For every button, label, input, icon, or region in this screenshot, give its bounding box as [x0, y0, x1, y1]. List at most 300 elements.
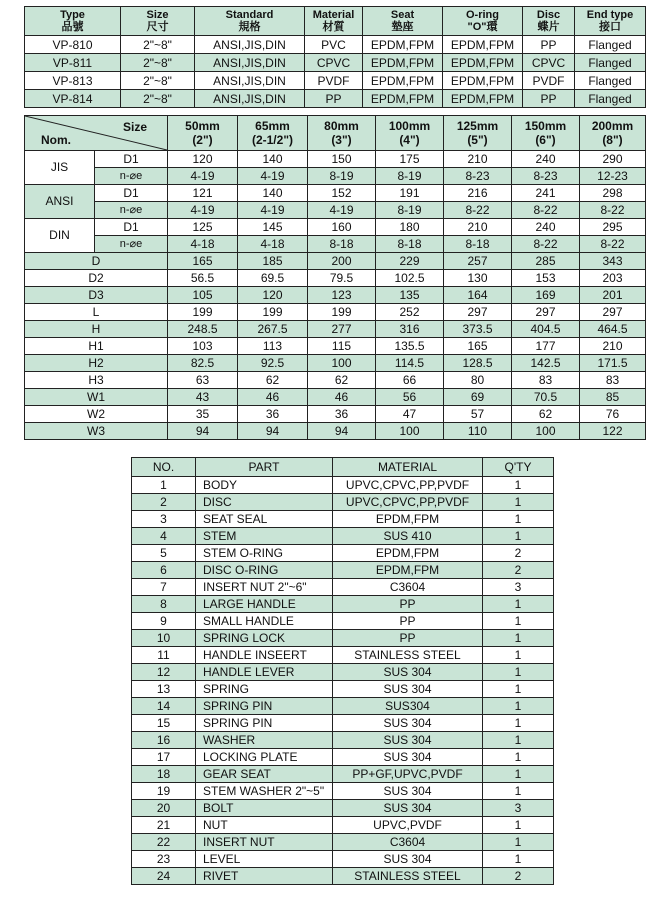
dimension-value: 267.5 [238, 321, 308, 338]
dimension-value: 100 [512, 423, 580, 440]
dimension-value: 295 [580, 219, 646, 236]
dimension-value: 125 [168, 219, 238, 236]
dimension-value: 177 [512, 338, 580, 355]
part-material: EPDM,FPM [333, 511, 483, 528]
part-qty: 2 [483, 545, 554, 562]
dimension-value: 36 [308, 406, 376, 423]
standard-row [25, 236, 646, 253]
header-en: Material [312, 9, 355, 21]
dimension-value: 199 [168, 304, 238, 321]
dimension-value: 100 [376, 423, 444, 440]
dimension-value: 277 [308, 321, 376, 338]
spec-cell: VP-814 [25, 90, 121, 108]
dimension-value: 290 [580, 151, 646, 168]
standard-row-label: n-⌀e [95, 202, 168, 219]
part-row [132, 732, 554, 749]
spec-cell: PP [523, 36, 575, 54]
size-header-cell [580, 116, 646, 151]
part-name: STEM WASHER 2"~5" [196, 783, 333, 800]
part-no: 4 [132, 528, 196, 545]
part-name: INSERT NUT [196, 834, 333, 851]
dimension-value: 240 [512, 151, 580, 168]
dimension-value: 62 [238, 372, 308, 389]
dimension-value: 92.5 [238, 355, 308, 372]
header-zh: 材質 [322, 21, 345, 33]
part-name: LOCKING PLATE [196, 749, 333, 766]
standard-row-label: D1 [95, 151, 168, 168]
spec-cell: PVDF [523, 72, 575, 90]
dimension-row [25, 304, 646, 321]
dimension-row [25, 270, 646, 287]
size-header-cell [308, 116, 376, 151]
part-material: UPVC,CPVC,PP,PVDF [333, 477, 483, 494]
dimension-value: 113 [238, 338, 308, 355]
part-material: SUS 304 [333, 732, 483, 749]
dimension-value: 103 [168, 338, 238, 355]
part-no: 23 [132, 851, 196, 868]
dimension-value: 123 [308, 287, 376, 304]
dimension-value: 241 [512, 185, 580, 202]
part-material: PP [333, 630, 483, 647]
part-name: BODY [196, 477, 333, 494]
dimension-label: W2 [25, 406, 168, 423]
part-row [132, 562, 554, 579]
part-row [132, 630, 554, 647]
standard-name: ANSI [25, 185, 95, 219]
dimension-value: 4-19 [308, 202, 376, 219]
dimension-value: 62 [308, 372, 376, 389]
dimension-value: 66 [376, 372, 444, 389]
dimension-value: 56.5 [168, 270, 238, 287]
dimension-value: 297 [580, 304, 646, 321]
size-nom-corner-cell [25, 116, 168, 151]
spec-cell: 2"~8" [121, 72, 195, 90]
part-row [132, 851, 554, 868]
dimension-value: 285 [512, 253, 580, 270]
dimension-value: 8-19 [376, 202, 444, 219]
part-material: SUS 304 [333, 800, 483, 817]
dimension-value: 94 [308, 423, 376, 440]
spec-header-cell [575, 7, 646, 36]
part-row [132, 681, 554, 698]
header-en: Disc [536, 9, 561, 21]
dimension-value: 8-22 [512, 202, 580, 219]
part-qty: 1 [483, 732, 554, 749]
dimension-row [25, 389, 646, 406]
dimension-value: 201 [580, 287, 646, 304]
part-row [132, 766, 554, 783]
dimension-value: 153 [512, 270, 580, 287]
no-header: NO. [132, 458, 196, 477]
part-row [132, 800, 554, 817]
part-qty: 1 [483, 698, 554, 715]
dimension-value: 140 [238, 151, 308, 168]
part-name: STEM [196, 528, 333, 545]
header-zh: 品號 [61, 21, 84, 33]
part-qty: 1 [483, 851, 554, 868]
standard-row [25, 202, 646, 219]
part-row [132, 664, 554, 681]
spec-header-row [25, 7, 646, 36]
spec-header-cell [443, 7, 523, 36]
part-name: NUT [196, 817, 333, 834]
spec-row [25, 90, 646, 108]
size-mm: 200mm [591, 119, 634, 133]
part-row [132, 698, 554, 715]
part-no: 18 [132, 766, 196, 783]
dimension-value: 297 [512, 304, 580, 321]
part-no: 7 [132, 579, 196, 596]
dimension-value: 185 [238, 253, 308, 270]
part-row [132, 545, 554, 562]
dimension-value: 85 [580, 389, 646, 406]
dimension-value: 316 [376, 321, 444, 338]
part-material: EPDM,FPM [333, 545, 483, 562]
part-name: DISC [196, 494, 333, 511]
part-material: PP [333, 613, 483, 630]
part-name: WASHER [196, 732, 333, 749]
part-no: 22 [132, 834, 196, 851]
dimension-label: H [25, 321, 168, 338]
part-row [132, 494, 554, 511]
dimension-value: 171.5 [580, 355, 646, 372]
dimension-row [25, 287, 646, 304]
dimension-label: H2 [25, 355, 168, 372]
spec-cell: ANSI,JIS,DIN [195, 54, 305, 72]
spec-row [25, 72, 646, 90]
header-en: Standard [225, 9, 274, 21]
dimension-value: 76 [580, 406, 646, 423]
dimension-value: 135 [376, 287, 444, 304]
dimension-value: 130 [444, 270, 512, 287]
spec-cell: EPDM,FPM [363, 72, 443, 90]
part-no: 20 [132, 800, 196, 817]
spec-header-cell [195, 7, 305, 36]
spec-cell: EPDM,FPM [443, 90, 523, 108]
size-mm: 80mm [324, 119, 359, 133]
part-row [132, 647, 554, 664]
part-no: 15 [132, 715, 196, 732]
part-row [132, 715, 554, 732]
dimension-value: 200 [308, 253, 376, 270]
standard-row [25, 219, 646, 236]
size-inch: (8") [602, 133, 623, 147]
part-material: EPDM,FPM [333, 562, 483, 579]
dimension-value: 252 [376, 304, 444, 321]
dimension-value: 4-19 [168, 168, 238, 185]
part-qty: 3 [483, 800, 554, 817]
part-material: SUS 410 [333, 528, 483, 545]
dimension-row [25, 423, 646, 440]
part-qty: 1 [483, 647, 554, 664]
part-material: UPVC,PVDF [333, 817, 483, 834]
part-no: 9 [132, 613, 196, 630]
dimension-label: L [25, 304, 168, 321]
dimension-value: 210 [580, 338, 646, 355]
spec-cell: EPDM,FPM [443, 36, 523, 54]
part-no: 3 [132, 511, 196, 528]
part-name: LEVEL [196, 851, 333, 868]
dimension-value: 298 [580, 185, 646, 202]
dimension-value: 4-19 [238, 202, 308, 219]
part-row [132, 783, 554, 800]
spec-cell: Flanged [575, 90, 646, 108]
dimension-value: 43 [168, 389, 238, 406]
part-name: HANDLE INSEERT [196, 647, 333, 664]
size-header-cell [238, 116, 308, 151]
spec-header-cell [121, 7, 195, 36]
part-row [132, 511, 554, 528]
dimension-row [25, 338, 646, 355]
dimension-value: 36 [238, 406, 308, 423]
header-zh: 規格 [238, 21, 261, 33]
part-no: 2 [132, 494, 196, 511]
size-header-cell [512, 116, 580, 151]
dimension-value: 169 [512, 287, 580, 304]
spec-cell: EPDM,FPM [363, 36, 443, 54]
dimension-value: 4-18 [168, 236, 238, 253]
part-no: 5 [132, 545, 196, 562]
size-inch: (2") [192, 133, 213, 147]
spec-cell: Flanged [575, 36, 646, 54]
dimension-value: 142.5 [512, 355, 580, 372]
dimension-label: W3 [25, 423, 168, 440]
spec-cell: CPVC [305, 54, 363, 72]
dimension-value: 94 [168, 423, 238, 440]
spec-cell: 2"~8" [121, 90, 195, 108]
dimension-value: 404.5 [512, 321, 580, 338]
dimension-value: 8-19 [376, 168, 444, 185]
part-name: RIVET [196, 868, 333, 885]
dimension-value: 152 [308, 185, 376, 202]
dimension-row [25, 321, 646, 338]
spec-cell: VP-811 [25, 54, 121, 72]
header-en: Type [60, 9, 85, 21]
dimension-value: 100 [308, 355, 376, 372]
part-qty: 1 [483, 817, 554, 834]
part-no: 19 [132, 783, 196, 800]
spec-cell: ANSI,JIS,DIN [195, 72, 305, 90]
dimension-value: 165 [168, 253, 238, 270]
standard-name: JIS [25, 151, 95, 185]
spec-cell: EPDM,FPM [363, 90, 443, 108]
spec-cell: ANSI,JIS,DIN [195, 90, 305, 108]
header-zh: 接口 [599, 21, 621, 33]
part-name: INSERT NUT 2"~6" [196, 579, 333, 596]
part-material: UPVC,CPVC,PP,PVDF [333, 494, 483, 511]
dimension-value: 47 [376, 406, 444, 423]
dimension-value: 140 [238, 185, 308, 202]
part-no: 16 [132, 732, 196, 749]
part-material: PP [333, 596, 483, 613]
dimension-value: 240 [512, 219, 580, 236]
part-row [132, 579, 554, 596]
part-qty: 1 [483, 613, 554, 630]
dimension-value: 175 [376, 151, 444, 168]
dimension-value: 160 [308, 219, 376, 236]
product-spec-table [24, 6, 646, 108]
dimension-value: 105 [168, 287, 238, 304]
part-qty: 1 [483, 715, 554, 732]
part-name: SEAT SEAL [196, 511, 333, 528]
spec-cell: 2"~8" [121, 36, 195, 54]
dimension-value: 70.5 [512, 389, 580, 406]
spec-cell: PVC [305, 36, 363, 54]
spec-header-cell [363, 7, 443, 36]
dimension-row [25, 355, 646, 372]
part-name: SPRING [196, 681, 333, 698]
size-mm: 100mm [388, 119, 431, 133]
part-material: PP+GF,UPVC,PVDF [333, 766, 483, 783]
dimension-value: 180 [376, 219, 444, 236]
part-no: 11 [132, 647, 196, 664]
dimension-value: 110 [444, 423, 512, 440]
part-qty: 1 [483, 834, 554, 851]
part-material: SUS 304 [333, 851, 483, 868]
dimension-value: 122 [580, 423, 646, 440]
dimension-label: W1 [25, 389, 168, 406]
size-mm: 65mm [255, 119, 290, 133]
dimension-row [25, 372, 646, 389]
dimension-value: 165 [444, 338, 512, 355]
qty-header: Q'TY [483, 458, 554, 477]
part-material: SUS 304 [333, 783, 483, 800]
dimension-value: 120 [168, 151, 238, 168]
part-row [132, 834, 554, 851]
part-name: DISC O-RING [196, 562, 333, 579]
dimension-value: 35 [168, 406, 238, 423]
spec-cell: PVDF [305, 72, 363, 90]
part-material: SUS 304 [333, 664, 483, 681]
dimension-value: 373.5 [444, 321, 512, 338]
standard-row [25, 151, 646, 168]
dimension-value: 115 [308, 338, 376, 355]
dimension-row [25, 406, 646, 423]
spec-cell: VP-810 [25, 36, 121, 54]
part-row [132, 596, 554, 613]
spec-row [25, 54, 646, 72]
dimension-value: 128.5 [444, 355, 512, 372]
part-name: HANDLE LEVER [196, 664, 333, 681]
spec-cell: ANSI,JIS,DIN [195, 36, 305, 54]
part-no: 17 [132, 749, 196, 766]
part-material: SUS304 [333, 698, 483, 715]
part-material: STAINLESS STEEL [333, 868, 483, 885]
dimension-row [25, 253, 646, 270]
dimension-value: 8-22 [444, 202, 512, 219]
dimension-value: 62 [512, 406, 580, 423]
dimension-value: 210 [444, 219, 512, 236]
part-row [132, 817, 554, 834]
part-qty: 1 [483, 528, 554, 545]
dimension-value: 57 [444, 406, 512, 423]
dimension-value: 8-19 [308, 168, 376, 185]
dimension-value: 83 [512, 372, 580, 389]
spec-header-cell [305, 7, 363, 36]
part-qty: 1 [483, 681, 554, 698]
dimension-value: 8-23 [444, 168, 512, 185]
part-material: SUS 304 [333, 681, 483, 698]
spec-cell: Flanged [575, 72, 646, 90]
spec-cell: EPDM,FPM [363, 54, 443, 72]
part-qty: 1 [483, 749, 554, 766]
dimension-value: 83 [580, 372, 646, 389]
part-qty: 1 [483, 630, 554, 647]
dimension-value: 4-19 [238, 168, 308, 185]
size-label: Size [122, 120, 147, 134]
part-name: SMALL HANDLE [196, 613, 333, 630]
dimension-value: 8-23 [512, 168, 580, 185]
parts-header-row [132, 458, 554, 477]
dimension-label: H1 [25, 338, 168, 355]
size-inch: (5") [467, 133, 488, 147]
part-qty: 1 [483, 477, 554, 494]
spec-cell: VP-813 [25, 72, 121, 90]
spec-cell: PP [523, 90, 575, 108]
part-name: BOLT [196, 800, 333, 817]
dimension-value: 69 [444, 389, 512, 406]
part-no: 24 [132, 868, 196, 885]
header-zh: 尺寸 [146, 21, 169, 33]
dimension-value: 464.5 [580, 321, 646, 338]
size-header-cell [168, 116, 238, 151]
part-qty: 1 [483, 664, 554, 681]
part-no: 10 [132, 630, 196, 647]
part-name: LARGE HANDLE [196, 596, 333, 613]
part-no: 14 [132, 698, 196, 715]
part-material: SUS 304 [333, 715, 483, 732]
dimension-label: H3 [25, 372, 168, 389]
part-name: SPRING LOCK [196, 630, 333, 647]
part-material: SUS 304 [333, 749, 483, 766]
part-row [132, 477, 554, 494]
part-no: 1 [132, 477, 196, 494]
dimension-value: 82.5 [168, 355, 238, 372]
part-no: 12 [132, 664, 196, 681]
part-qty: 2 [483, 562, 554, 579]
part-row [132, 868, 554, 885]
spec-row [25, 36, 646, 54]
part-name: GEAR SEAT [196, 766, 333, 783]
dimension-value: 210 [444, 151, 512, 168]
part-name: SPRING PIN [196, 698, 333, 715]
dimension-value: 164 [444, 287, 512, 304]
part-material: STAINLESS STEEL [333, 647, 483, 664]
dimension-value: 297 [444, 304, 512, 321]
part-material: C3604 [333, 579, 483, 596]
spec-cell: 2"~8" [121, 54, 195, 72]
dimension-value: 248.5 [168, 321, 238, 338]
standard-row-label: D1 [95, 185, 168, 202]
dimension-value: 8-18 [376, 236, 444, 253]
size-header-cell [444, 116, 512, 151]
part-row [132, 749, 554, 766]
header-en: Seat [390, 9, 415, 21]
dimension-value: 4-19 [168, 202, 238, 219]
part-no: 21 [132, 817, 196, 834]
dimension-value: 63 [168, 372, 238, 389]
dimension-value: 135.5 [376, 338, 444, 355]
standard-row [25, 185, 646, 202]
header-zh: 墊座 [391, 21, 414, 33]
dimension-value: 8-22 [512, 236, 580, 253]
part-qty: 2 [483, 868, 554, 885]
dimension-value: 94 [238, 423, 308, 440]
dimension-value: 343 [580, 253, 646, 270]
dimension-value: 114.5 [376, 355, 444, 372]
size-inch: (2-1/2") [251, 133, 294, 147]
part-material: C3604 [333, 834, 483, 851]
